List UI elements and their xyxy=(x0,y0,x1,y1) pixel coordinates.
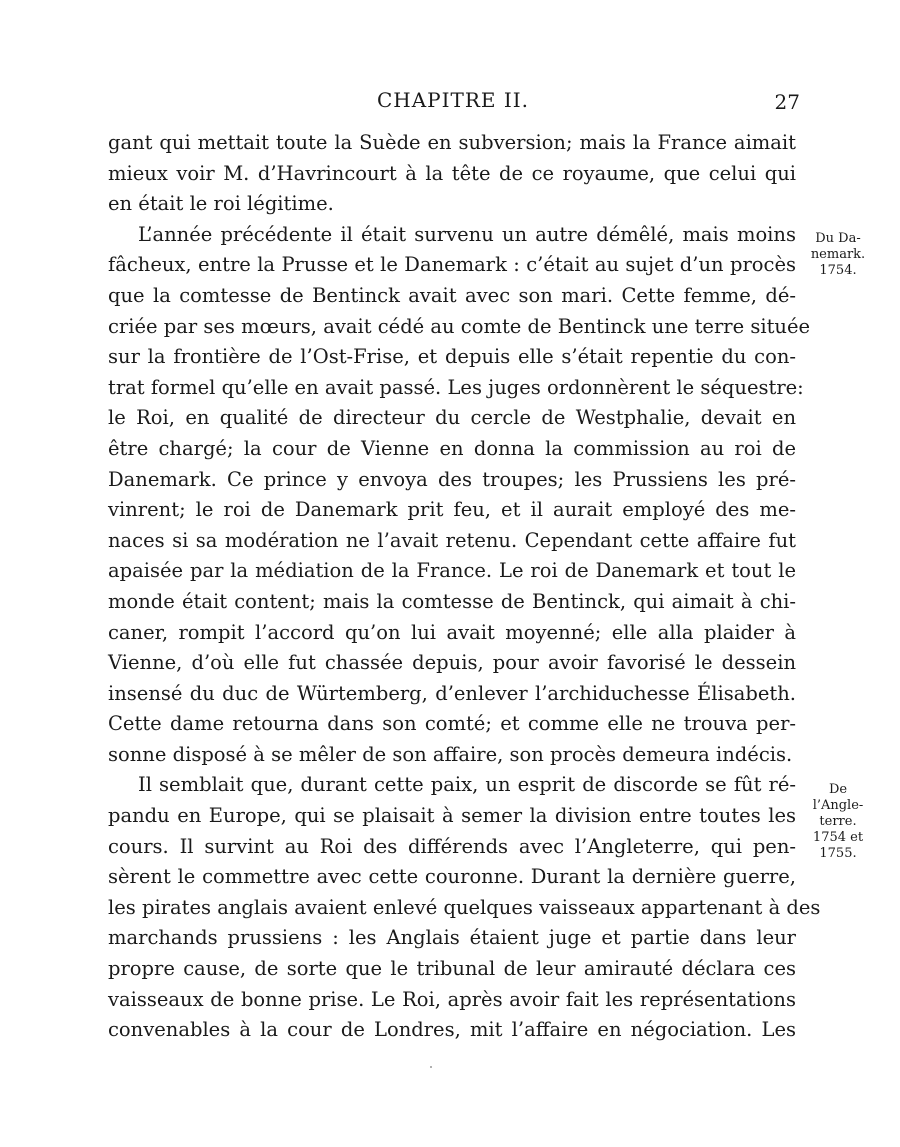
text-line: marchands prussiens : les Anglais étaient juge et partie dans leur xyxy=(108,926,796,950)
margin-note-line: nemark. xyxy=(810,247,866,262)
text-line: sèrent le commettre avec cette couronne. Durant la dernière guerre, xyxy=(108,865,796,889)
text-line: apaisée par la médiation de la France. Le roi de Danemark et tout le xyxy=(108,559,796,583)
text-line: Danemark. Ce prince y envoya des troupes; les Prussiens les pré- xyxy=(108,467,796,491)
text-line: monde était content; mais la comtesse de Bentinck, qui aimait à chi- xyxy=(108,589,796,613)
text-line: cours. Il survint au Roi des différends avec l’Angleterre, qui pen- xyxy=(108,834,796,858)
page-speck xyxy=(430,1066,432,1068)
text-line: en était le roi légitime. xyxy=(108,192,334,216)
margin-note-england xyxy=(802,782,874,862)
text-line: insensé du duc de Würtemberg, d’enlever l’archiduchesse Élisabeth. xyxy=(108,681,796,705)
margin-note-denmark xyxy=(802,231,874,279)
text-line: Vienne, d’où elle fut chassée depuis, pour avoir favorisé le dessein xyxy=(108,651,796,675)
text-line: naces si sa modération ne l’avait retenu. Cependant cette affaire fut xyxy=(108,528,796,552)
margin-note-line: 1755. xyxy=(819,846,857,861)
margin-note-line: De xyxy=(828,782,848,797)
text-line: Cette dame retourna dans son comté; et comme elle ne trouva per- xyxy=(108,712,796,736)
text-line: pandu en Europe, qui se plaisait à semer la division entre toutes les xyxy=(108,804,796,828)
text-line: vinrent; le roi de Danemark prit feu, et il aurait employé des me- xyxy=(108,498,796,522)
text-line: caner, rompit l’accord qu’on lui avait moyenné; elle alla plaider à xyxy=(108,620,796,644)
text-line: sur la frontière de l’Ost-Frise, et depuis elle s’était repentie du con- xyxy=(108,345,796,369)
text-line: gant qui mettait toute la Suède en subversion; mais la France aimait xyxy=(108,131,796,154)
text-line: le Roi, en qualité de directeur du cercle de Westphalie, devait en xyxy=(108,406,796,430)
chapter-title: CHAPITRE II. xyxy=(376,88,530,112)
text-line: criée par ses mœurs, avait cédé au comte de Bentinck une terre située xyxy=(108,314,811,338)
margin-note-line: l’Angle- xyxy=(812,798,864,813)
text-line: être chargé; la cour de Vienne en donna la commission au roi de xyxy=(108,436,796,460)
text-line: convenables à la cour de Londres, mit l’affaire en négociation. Les xyxy=(108,1018,796,1042)
page-number: 27 xyxy=(774,90,800,114)
text-line: vaisseaux de bonne prise. Le Roi, après avoir fait les représentations xyxy=(108,987,796,1011)
text-line: sonne disposé à se mêler de son affaire, son procès demeura indécis. xyxy=(108,742,793,766)
text-line: les pirates anglais avaient enlevé quelques vaisseaux appartenant à des xyxy=(108,895,821,919)
body-text xyxy=(108,128,821,1046)
margin-note-line: terre. xyxy=(819,814,857,829)
margin-note-line: Du Da- xyxy=(815,231,861,246)
text-line: mieux voir M. d’Havrincourt à la tête de ce royaume, que celui qui xyxy=(108,161,796,185)
text-line: L’année précédente il était survenu un autre démêlé, mais moins xyxy=(138,222,796,246)
text-line: que la comtesse de Bentinck avait avec son mari. Cette femme, dé- xyxy=(108,283,796,307)
margin-note-line: 1754 et xyxy=(812,830,864,845)
margin-note-line: 1754. xyxy=(819,263,857,278)
text-line: fâcheux, entre la Prusse et le Danemark : c’était au sujet d’un procès xyxy=(108,253,796,277)
text-line: propre cause, de sorte que le tribunal de leur amirauté déclara ces xyxy=(108,957,796,981)
text-line: trat formel qu’elle en avait passé. Les juges ordonnèrent le séquestre: xyxy=(108,375,804,399)
text-line: Il semblait que, durant cette paix, un esprit de discorde se fût ré- xyxy=(138,773,796,797)
running-header xyxy=(108,88,798,118)
